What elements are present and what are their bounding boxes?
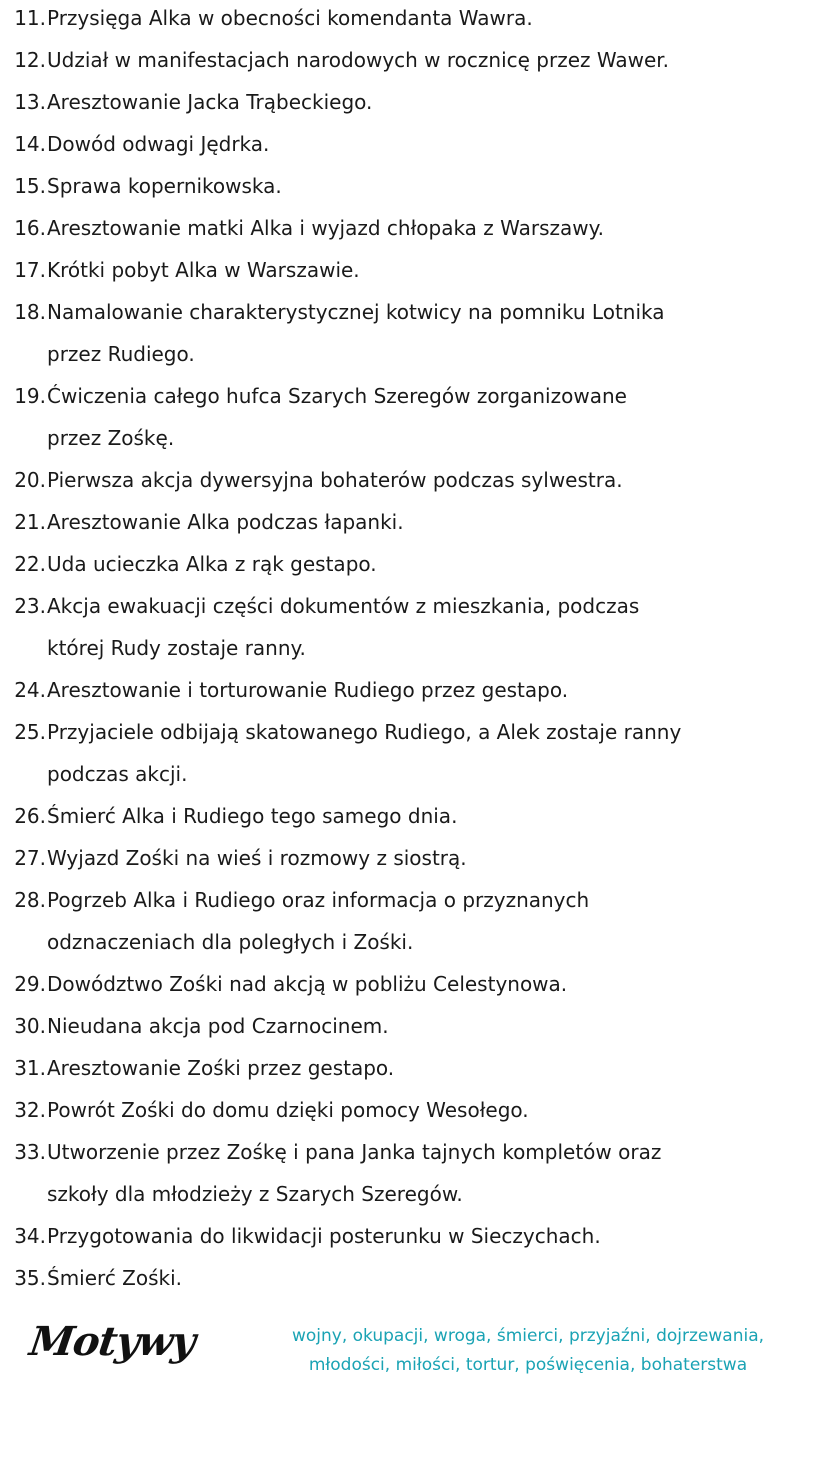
plan-item-number: 28.	[14, 888, 46, 912]
plan-item-number: 16.	[14, 216, 46, 240]
plan-item	[0, 249, 800, 291]
plan-item-text: Utworzenie przez Zośkę i pana Janka tajnych kompletów oraz	[47, 1140, 662, 1164]
plan-item-number: 12.	[14, 48, 46, 72]
plan-item-number: 29.	[14, 972, 46, 996]
plan-item	[0, 711, 800, 795]
plan-item	[0, 81, 800, 123]
plan-item-number: 25.	[14, 720, 46, 744]
plan-item-text: Akcja ewakuacji części dokumentów z mieszkania, podczas	[47, 594, 640, 618]
plan-item	[0, 837, 800, 879]
plan-item-number: 34.	[14, 1224, 46, 1248]
plan-item-text: Nieudana akcja pod Czarnocinem.	[47, 1014, 389, 1038]
plan-item	[0, 669, 800, 711]
plan-item-text: przez Rudiego.	[47, 342, 195, 366]
plan-item	[0, 39, 800, 81]
plan-item-number: 35.	[14, 1266, 46, 1290]
plan-item-text: Powrót Zośki do domu dzięki pomocy Wesołego.	[47, 1098, 529, 1122]
plan-item	[0, 459, 800, 501]
plan-item-text: szkoły dla młodzieży z Szarych Szeregów.	[47, 1182, 463, 1206]
plan-item	[0, 123, 800, 165]
plan-item	[0, 585, 800, 669]
motifs-label: Motywy	[26, 1318, 198, 1365]
plan-item-text: Uda ucieczka Alka z rąk gestapo.	[47, 552, 377, 576]
plan-item-number: 18.	[14, 300, 46, 324]
plan-item-text: Krótki pobyt Alka w Warszawie.	[47, 258, 360, 282]
plan-item-text: Śmierć Zośki.	[47, 1266, 183, 1290]
plan-item	[0, 543, 800, 585]
plan-item-number: 21.	[14, 510, 46, 534]
plan-item-text: Przygotowania do likwidacji posterunku w Sieczychach.	[47, 1224, 601, 1248]
plan-item	[0, 1005, 800, 1047]
plan-item	[0, 1215, 800, 1257]
plan-item-number: 26.	[14, 804, 46, 828]
plan-item-text: podczas akcji.	[47, 762, 188, 786]
plan-item-number: 30.	[14, 1014, 46, 1038]
plan-item-number: 17.	[14, 258, 46, 282]
plan-item	[0, 1131, 800, 1215]
plan-item	[0, 879, 800, 963]
plan-item-text: Udział w manifestacjach narodowych w rocznicę przez Wawer.	[47, 48, 670, 72]
plan-item-text: odznaczeniach dla poległych i Zośki.	[47, 930, 414, 954]
plan-item-text: Aresztowanie Zośki przez gestapo.	[47, 1056, 395, 1080]
plan-item-text: Sprawa kopernikowska.	[47, 174, 282, 198]
plan-item-text: Pierwsza akcja dywersyjna bohaterów podczas sylwestra.	[47, 468, 623, 492]
motifs-list	[248, 1322, 808, 1380]
plan-item	[0, 1047, 800, 1089]
plan-item-text: Śmierć Alka i Rudiego tego samego dnia.	[47, 804, 458, 828]
plan-item	[0, 0, 800, 39]
plan-item-number: 24.	[14, 678, 46, 702]
plan-item-number: 11.	[14, 6, 46, 30]
plan-item-number: 33.	[14, 1140, 46, 1164]
plan-item-text: Aresztowanie matki Alka i wyjazd chłopaka z Warszawy.	[47, 216, 604, 240]
plan-item	[0, 501, 800, 543]
plan-item-text: której Rudy zostaje ranny.	[47, 636, 306, 660]
plan-item-number: 22.	[14, 552, 46, 576]
motifs-line-2: młodości, miłości, tortur, poświęcenia, bohaterstwa	[308, 1355, 748, 1375]
plan-item	[0, 795, 800, 837]
plan-item	[0, 375, 800, 459]
plan-item	[0, 165, 800, 207]
plan-item-number: 15.	[14, 174, 46, 198]
plan-item-number: 23.	[14, 594, 46, 618]
plan-item-text: Aresztowanie Alka podczas łapanki.	[47, 510, 404, 534]
plan-item-text: Pogrzeb Alka i Rudiego oraz informacja o przyznanych	[47, 888, 590, 912]
motifs-line-1: wojny, okupacji, wroga, śmierci, przyjaźni, dojrzewania,	[291, 1326, 765, 1346]
plan-item-text: Przysięga Alka w obecności komendanta Wawra.	[47, 6, 533, 30]
plan-item-text: przez Zośkę.	[47, 426, 175, 450]
plan-item-text: Wyjazd Zośki na wieś i rozmowy z siostrą.	[47, 846, 467, 870]
plan-item-text: Przyjaciele odbijają skatowanego Rudiego, a Alek zostaje ranny	[47, 720, 682, 744]
plan-item-text: Dowództwo Zośki nad akcją w pobliżu Celestynowa.	[47, 972, 568, 996]
plan-item	[0, 963, 800, 1005]
plan-item-number: 14.	[14, 132, 46, 156]
plan-item-number: 27.	[14, 846, 46, 870]
plan-item-text: Ćwiczenia całego hufca Szarych Szeregów zorganizowane	[47, 384, 627, 408]
plan-item-number: 20.	[14, 468, 46, 492]
plan-item	[0, 1089, 800, 1131]
plan-item-number: 32.	[14, 1098, 46, 1122]
plan-item-text: Aresztowanie Jacka Trąbeckiego.	[47, 90, 373, 114]
plan-item	[0, 207, 800, 249]
plan-item-number: 31.	[14, 1056, 46, 1080]
plan-item	[0, 1257, 800, 1299]
plan-item-text: Aresztowanie i torturowanie Rudiego przez gestapo.	[47, 678, 569, 702]
plan-item	[0, 291, 800, 375]
plan-item-number: 13.	[14, 90, 46, 114]
plan-item-text: Namalowanie charakterystycznej kotwicy na pomniku Lotnika	[47, 300, 665, 324]
plan-item-text: Dowód odwagi Jędrka.	[47, 132, 270, 156]
plan-item-number: 19.	[14, 384, 46, 408]
